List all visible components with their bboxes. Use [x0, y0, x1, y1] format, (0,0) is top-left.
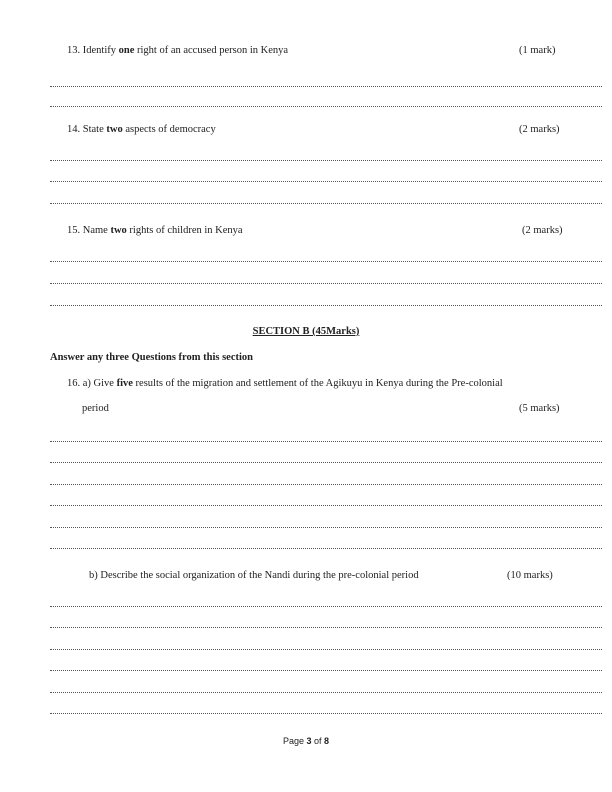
question-15 — [67, 225, 243, 237]
answer-line — [50, 181, 602, 182]
question-13 — [67, 45, 288, 57]
answer-line — [50, 505, 602, 506]
q16a-number: 16. a) Give — [67, 378, 117, 389]
answer-line — [50, 203, 602, 204]
question-14 — [67, 124, 216, 136]
page-footer — [0, 735, 612, 747]
footer-label: Page — [282, 736, 307, 746]
answer-line — [50, 261, 602, 262]
answer-line — [50, 160, 602, 161]
section-b-heading: SECTION B (45Marks) — [252, 326, 360, 337]
answer-line — [50, 86, 602, 87]
q15-emphasis: two — [110, 225, 127, 236]
q16b-marks: (10 marks) — [507, 570, 553, 581]
section-b-instruction: Answer any three Questions from this section — [50, 352, 253, 363]
q16a-text-line2: period — [82, 403, 109, 414]
q16a-marks: (5 marks) — [519, 403, 560, 414]
footer-of: of — [311, 736, 325, 746]
answer-line — [50, 484, 602, 485]
answer-line — [50, 670, 602, 671]
answer-line — [50, 462, 602, 463]
q15-text: rights of children in Kenya — [126, 225, 243, 236]
answer-line — [50, 692, 602, 693]
q14-emphasis: two — [106, 124, 123, 135]
q13-marks: (1 mark) — [519, 45, 556, 56]
question-16b: b) Describe the social organization of the Nandi during the pre-colonial period — [89, 570, 419, 581]
q15-marks: (2 marks) — [522, 225, 563, 236]
q14-marks: (2 marks) — [519, 124, 560, 135]
answer-line — [50, 305, 602, 306]
q14-text: aspects of democracy — [122, 124, 216, 135]
q16a-text: results of the migration and settlement of the Agikuyu in Kenya during the Pre-colonial — [132, 378, 503, 389]
q13-number: 13. Identify — [67, 45, 119, 56]
answer-line — [50, 548, 602, 549]
answer-line — [50, 441, 602, 442]
answer-line — [50, 527, 602, 528]
answer-line — [50, 627, 602, 628]
answer-line — [50, 649, 602, 650]
q13-emphasis: one — [118, 45, 135, 56]
page-number: 3 — [306, 736, 312, 746]
answer-line — [50, 106, 602, 107]
q14-number: 14. State — [67, 124, 107, 135]
answer-line — [50, 283, 602, 284]
answer-line — [50, 713, 602, 714]
q15-number: 15. Name — [67, 225, 111, 236]
q13-text: right of an accused person in Kenya — [134, 45, 289, 56]
answer-line — [50, 606, 602, 607]
page-total: 8 — [324, 736, 330, 746]
q16a-emphasis: five — [116, 378, 133, 389]
question-16a — [67, 378, 503, 390]
